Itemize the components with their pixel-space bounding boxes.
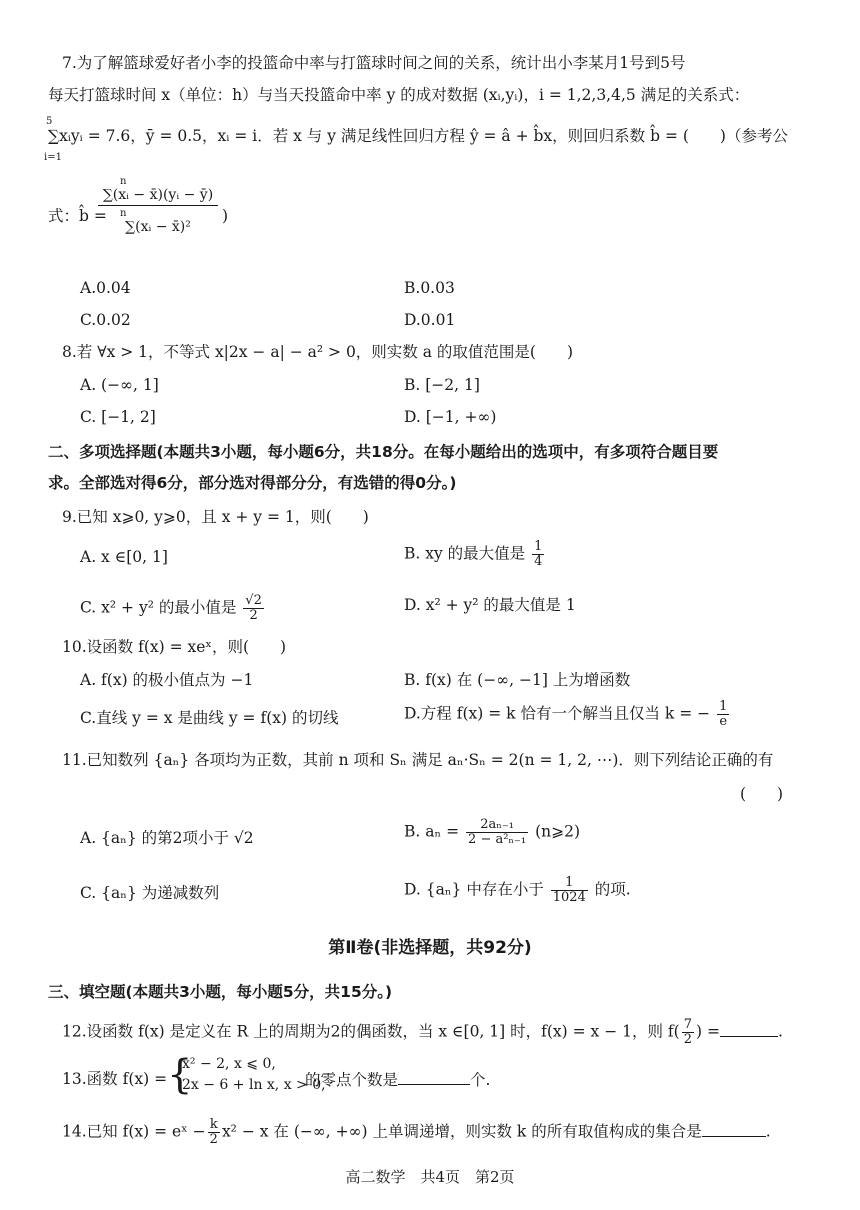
- q7-line3-text: ∑xᵢyᵢ = 7.6，ȳ = 0.5，xᵢ = i．若 x 与 y 满足线性回归方程 ŷ = â + b̂x，则回归系数 b̂ = ( )（参考公: [48, 127, 788, 145]
- q14-answer-blank[interactable]: [702, 1120, 766, 1137]
- q10-option-d-fraction: [717, 700, 729, 729]
- q13-prefix: 13.函数 f(x) =: [62, 1070, 168, 1088]
- q11-option-c: C. {aₙ} 为递减数列: [80, 884, 220, 902]
- q10-option-a: A. f(x) 的极小值点为 −1: [80, 671, 254, 689]
- q13-brace: {: [167, 1052, 193, 1098]
- q14-tail: x² − x 在 (−∞, +∞) 上单调递增，则实数 k 的所有取值构成的集合是: [221, 1122, 702, 1141]
- q13-answer-blank[interactable]: [398, 1068, 470, 1085]
- q9-stem: 9.已知 x⩾0, y⩾0，且 x + y = 1，则( ): [62, 508, 369, 526]
- page-footer: 高二数学 共4页 第2页: [345, 1168, 515, 1186]
- q10-option-c: C.直线 y = x 是曲线 y = f(x) 的切线: [80, 709, 339, 727]
- q11-option-b: [404, 818, 580, 847]
- q8-option-b: B. [−2, 1]: [404, 376, 480, 394]
- q7-den-n: n: [120, 208, 127, 219]
- q14-stem: 14.已知 f(x) = eˣ − $\frac{k}{2}$ x² − x 在 (−∞, +∞) 上单调递增，则实数 k 的所有取值构成的集合是 .: [62, 1117, 771, 1147]
- q10-option-d: [404, 700, 731, 729]
- q9-option-c-fraction: [243, 594, 264, 623]
- q7-numerator: ∑(xᵢ − x̄)(yᵢ − ȳ): [98, 187, 218, 206]
- q7-option-c: C.0.02: [80, 311, 131, 329]
- q8-option-c: C. [−1, 2]: [80, 408, 156, 426]
- q12-den: 2: [683, 1032, 692, 1047]
- q10-stem: 10.设函数 f(x) = xeˣ，则( ): [62, 638, 287, 656]
- q7-denominator: ∑(xᵢ − x̄)²: [125, 219, 191, 235]
- q7-formula: [98, 176, 218, 235]
- q9-c-num: √2: [245, 593, 262, 608]
- q9-b-den: 4: [534, 554, 543, 569]
- q13-unit: 个.: [470, 1071, 491, 1089]
- q11-b-den: 2 − a²ₙ₋₁: [468, 832, 527, 847]
- q11-d-num: 1: [551, 876, 588, 891]
- q9-option-b-fraction: [532, 540, 544, 569]
- q9-option-c: [80, 594, 266, 623]
- q11-option-a: A. {aₙ} 的第2项小于 √2: [80, 829, 254, 847]
- q14-den: 2: [209, 1132, 218, 1147]
- q9-option-b: [404, 540, 546, 569]
- q7-line3: [44, 116, 788, 163]
- q7-num-n: n: [120, 176, 127, 187]
- q12-num: 7: [683, 1017, 692, 1032]
- q7-line2: 每天打篮球时间 x（单位：h）与当天投篮命中率 y 的成对数据 (xᵢ,yᵢ)，i = 1,2,3,4,5 满足的关系式：: [48, 86, 750, 104]
- q11-option-b-fraction: [466, 818, 528, 847]
- q11-answer-paren: ( ): [740, 785, 784, 803]
- q9-b-num: 1: [534, 539, 543, 554]
- q11-option-d-fraction: [551, 876, 588, 905]
- q9-option-d: D. x² + y² 的最大值是 1: [404, 596, 576, 614]
- q9-option-a: A. x ∈[0, 1]: [80, 548, 168, 566]
- q12-fraction: [682, 1018, 694, 1047]
- q10-d-num: 1: [719, 699, 728, 714]
- q7-option-d: D.0.01: [404, 311, 456, 329]
- q8-option-d: D. [−1, +∞): [404, 408, 497, 426]
- section3-heading: 三、填空题(本题共3小题，每小题5分，共15分。): [48, 983, 393, 1001]
- q7-line1: 7.为了解篮球爱好者小李的投篮命中率与打篮球时间之间的关系，统计出小李某月1号到5号: [62, 54, 686, 72]
- q8-option-a: A. (−∞, 1]: [80, 376, 159, 394]
- q7-option-b: B.0.03: [404, 279, 455, 297]
- q13-case1: x² − 2, x ⩽ 0,: [182, 1056, 276, 1072]
- q9-option-b-text: B. xy 的最大值是: [404, 544, 526, 563]
- q12-answer-blank[interactable]: [720, 1020, 778, 1037]
- q9-c-den: 2: [249, 608, 258, 623]
- q10-d-den: e: [719, 714, 728, 729]
- q14-text: 14.已知 f(x) = eˣ −: [62, 1122, 206, 1141]
- q11-option-b-text: B. aₙ =: [404, 822, 460, 841]
- q14-num: k: [208, 1118, 220, 1133]
- q14-fraction: [208, 1118, 220, 1147]
- section2-heading-line1: 二、多项选择题(本题共3小题，每小题6分，共18分。在每小题给出的选项中，有多项符合题目要: [48, 443, 719, 461]
- q7-option-a: A.0.04: [80, 279, 131, 297]
- q10-option-d-text: D.方程 f(x) = k 恰有一个解当且仅当 k = −: [404, 704, 711, 723]
- q8-stem: 8.若 ∀x > 1，不等式 x|2x − a| − a² > 0，则实数 a 的取值范围是( ): [62, 343, 574, 361]
- q7-line4-prefix: 式：b̂ =: [48, 207, 107, 225]
- q11-b-num: 2aₙ₋₁: [466, 818, 528, 833]
- section2-heading-line2: 求。全部选对得6分，部分选对得部分分，有选错的得0分。): [48, 474, 457, 492]
- volume-2-title: 第Ⅱ卷(非选择题，共92分): [328, 938, 532, 958]
- q9-option-c-text: C. x² + y² 的最小值是: [80, 598, 237, 617]
- q11-d-den: 1024: [552, 890, 586, 905]
- q7-formula-close: ): [222, 207, 229, 225]
- q11-stem: 11.已知数列 {aₙ} 各项均为正数，其前 n 项和 Sₙ 满足 aₙ·Sₙ = 2(n = 1, 2, ⋯)．则下列结论正确的有: [62, 751, 774, 769]
- q7-sum-limits: 5: [46, 116, 53, 127]
- q12-stem: 12.设函数 f(x) 是定义在 R 上的周期为2的偶函数，当 x ∈[0, 1] 时，f(x) = x − 1，则 f( $\frac{7}{2}$ ) = .: [62, 1017, 783, 1047]
- q13-case2: 2x − 6 + ln x, x > 0,: [182, 1077, 326, 1093]
- q11-option-b-cond: (n⩾2): [535, 822, 581, 841]
- q12-tail: ) =: [695, 1022, 720, 1041]
- q13-tail: [305, 1068, 490, 1091]
- q12-text: 12.设函数 f(x) 是定义在 R 上的周期为2的偶函数，当 x ∈[0, 1] 时，f(x) = x − 1，则 f(: [62, 1022, 680, 1041]
- q11-option-d: [404, 876, 631, 905]
- q10-option-b: B. f(x) 在 (−∞, −1] 上为增函数: [404, 671, 631, 689]
- q11-option-d-text: D. {aₙ} 中存在小于: [404, 880, 544, 899]
- q13-tail-text: 的零点个数是: [305, 1071, 399, 1089]
- q11-option-d-tail: 的项.: [594, 880, 631, 899]
- q7-sum-lower: i=1: [44, 152, 62, 163]
